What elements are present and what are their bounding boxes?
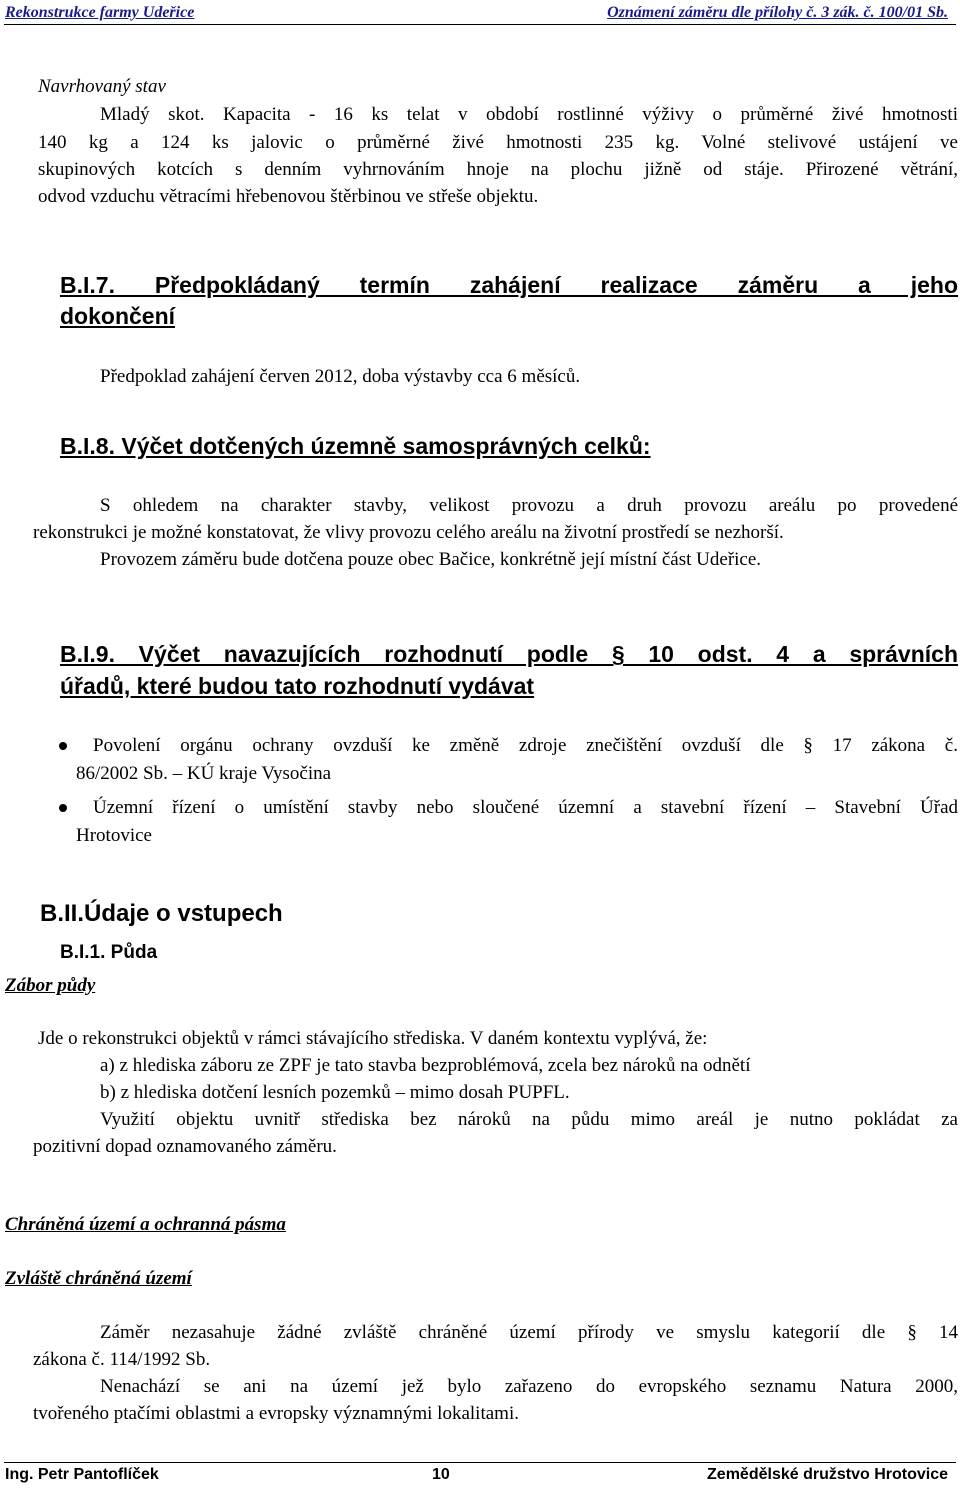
b19-item-2-line-1: Územní řízení o umístění stavby nebo sloučené územní a stavební řízení – Stavební Úřad bbox=[93, 797, 958, 818]
proposed-heading: Navrhovaný stav bbox=[38, 76, 166, 97]
footer-organization: Zemědělské družstvo Hrotovice bbox=[707, 1466, 948, 1483]
protected-line-4: tvořeného ptačími oblastmi a evropsky významnými lokalitami. bbox=[33, 1403, 519, 1424]
section-b17-title-2: dokončení bbox=[60, 303, 176, 329]
b19-item-1-line-1: Povolení orgánu ochrany ovzduší ke změně zdroje znečištění ovzduší dle § 17 zákona č. bbox=[93, 735, 958, 756]
proposed-line-1: Mladý skot. Kapacita - 16 ks telat v období rostlinné výživy o průměrné živé hmotnosti bbox=[100, 104, 958, 125]
protected-line-1: Záměr nezasahuje žádné zvláště chráněné území přírody ve smyslu kategorií dle § 14 bbox=[100, 1322, 958, 1343]
b19-item-1-line-2: 86/2002 Sb. – KÚ kraje Vysočina bbox=[76, 763, 332, 784]
b2-line-3: b) z hlediska dotčení lesních pozemků – mimo dosah PUPFL. bbox=[100, 1082, 570, 1103]
b2-line-5: pozitivní dopad oznamovaného záměru. bbox=[33, 1136, 337, 1157]
b19-item-2-line-2: Hrotovice bbox=[76, 825, 152, 846]
zabor-heading: Zábor půdy bbox=[5, 975, 96, 996]
section-b2-subtitle: B.I.1. Půda bbox=[60, 942, 158, 963]
section-b19-title-2: úřadů, které budou tato rozhodnutí vydávat bbox=[60, 673, 535, 699]
protected-subheading: Zvláště chráněná území bbox=[5, 1268, 192, 1289]
b2-line-1: Jde o rekonstrukci objektů v rámci stávajícího střediska. V daném kontextu vyplývá, že: bbox=[38, 1028, 708, 1049]
section-b18-title: B.I.8. Výčet dotčených územně samosprávných celků: bbox=[60, 433, 651, 459]
bullet-icon bbox=[59, 804, 67, 812]
section-b17-title-1: B.I.7. Předpokládaný termín zahájení realizace záměru a jeho bbox=[60, 272, 958, 298]
b2-line-2: a) z hlediska záboru ze ZPF je tato stavba bezproblémová, zcela bez nároků na odnětí bbox=[100, 1055, 751, 1076]
protected-line-2: zákona č. 114/1992 Sb. bbox=[33, 1349, 211, 1370]
proposed-line-3: skupinových kotcích s denním vyhrnováním hnoje na plochu jižně od stáje. Přirozené větrání, bbox=[38, 159, 958, 180]
section-b18-line-1: S ohledem na charakter stavby, velikost provozu a druh provozu areálu po provedené bbox=[100, 495, 958, 516]
protected-line-3: Nenachází se ani na území jež bylo zařazeno do evropského seznamu Natura 2000, bbox=[100, 1376, 958, 1397]
section-b19-title-1: B.I.9. Výčet navazujících rozhodnutí podle § 10 odst. 4 a správních bbox=[60, 641, 958, 667]
proposed-line-4: odvod vzduchu větracími hřebenovou štěrbinou ve střeše objektu. bbox=[38, 186, 539, 207]
proposed-line-2: 140 kg a 124 ks jalovic o průměrné živé hmotnosti 235 kg. Volné stelivové ustájení ve bbox=[38, 132, 958, 153]
b2-line-4: Využití objektu uvnitř střediska bez nároků na půdu mimo areál je nutno pokládat za bbox=[100, 1109, 958, 1130]
header-divider bbox=[4, 24, 956, 25]
section-b2-title: B.II.Údaje o vstupech bbox=[40, 900, 283, 927]
section-b17-text: Předpoklad zahájení červen 2012, doba výstavby cca 6 měsíců. bbox=[100, 366, 581, 387]
page-number: 10 bbox=[432, 1466, 450, 1483]
footer-author: Ing. Petr Pantoflíček bbox=[5, 1466, 159, 1483]
section-b18-line-2: rekonstrukci je možné konstatovat, že vlivy provozu celého areálu na životní prostředí se nezhorší. bbox=[33, 522, 784, 543]
footer-divider bbox=[4, 1462, 956, 1463]
protected-heading: Chráněná území a ochranná pásma bbox=[5, 1214, 286, 1235]
header-right: Oznámení záměru dle přílohy č. 3 zák. č. 100/01 Sb. bbox=[607, 4, 948, 21]
section-b18-line-3: Provozem záměru bude dotčena pouze obec Bačice, konkrétně její místní část Udeřice. bbox=[100, 549, 762, 570]
bullet-icon bbox=[59, 742, 67, 750]
header-left: Rekonstrukce farmy Udeřice bbox=[5, 4, 195, 21]
